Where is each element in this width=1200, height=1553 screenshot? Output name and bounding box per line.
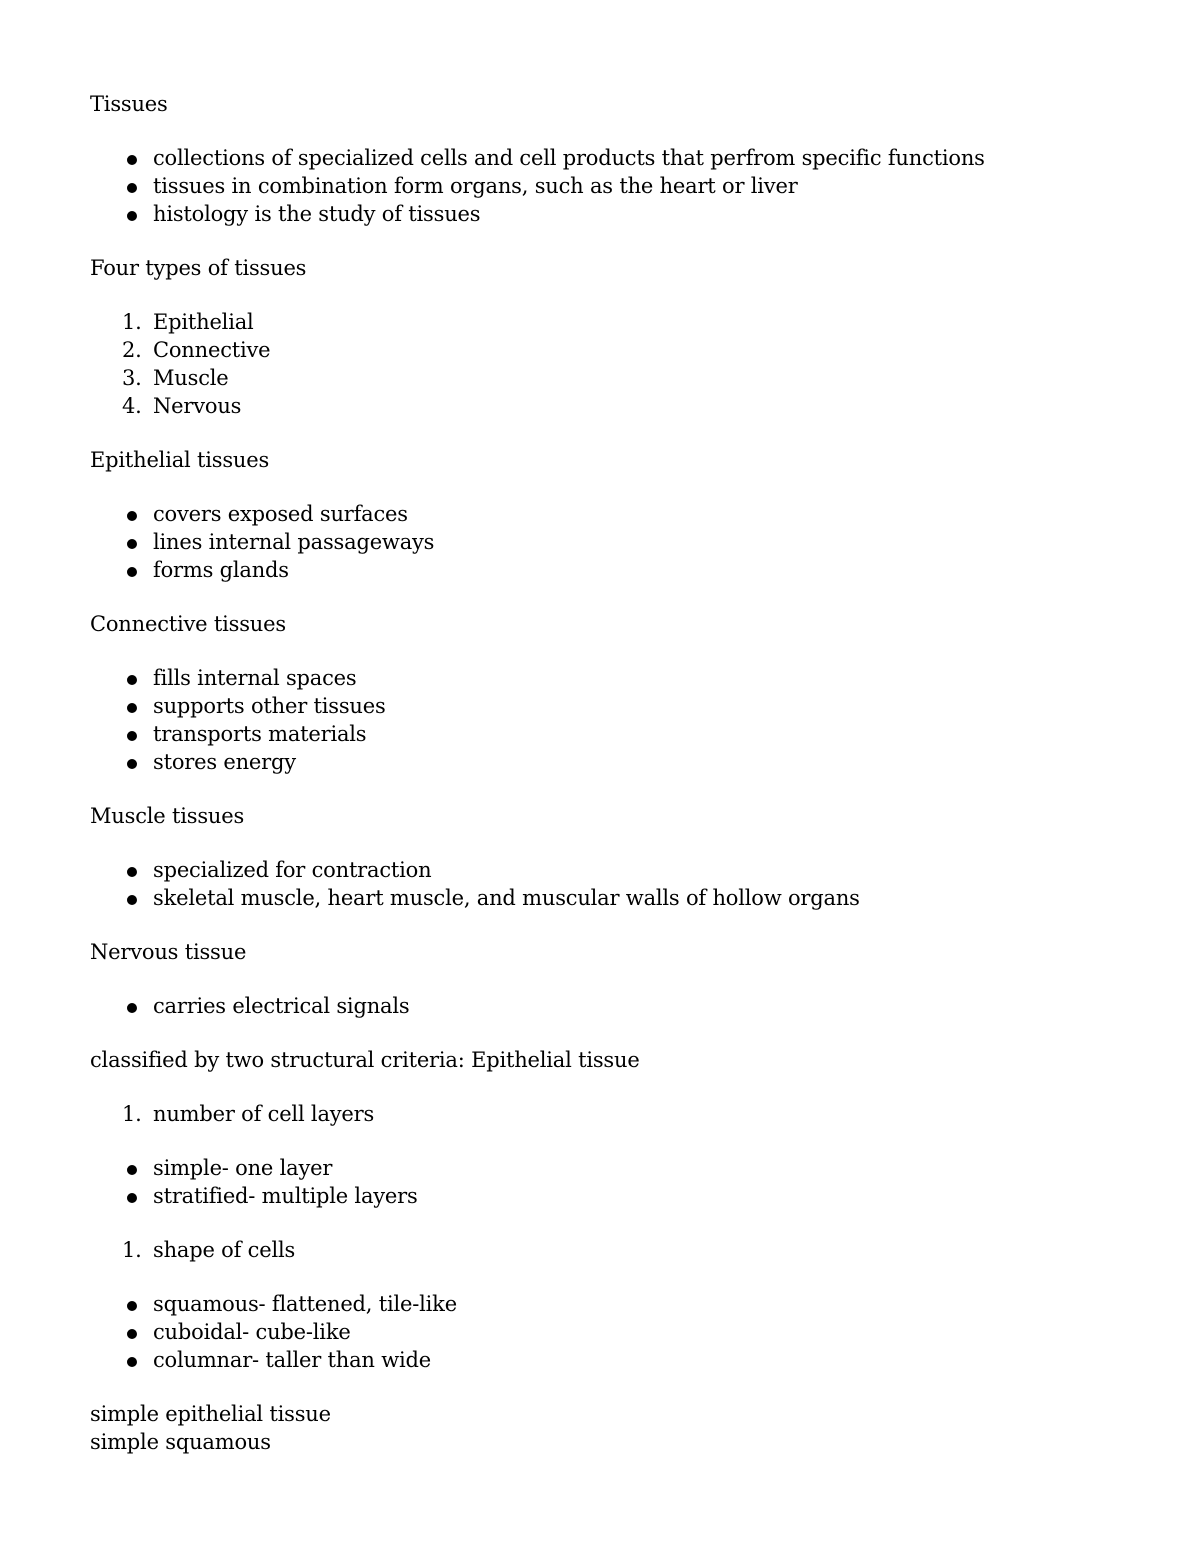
bullet-icon bbox=[127, 155, 137, 165]
list-item: histology is the study of tissues bbox=[90, 200, 1110, 228]
numbered-list-criterion-2 bbox=[90, 1236, 1110, 1264]
bullet-icon bbox=[127, 183, 137, 193]
numbered-list-criterion-1 bbox=[90, 1100, 1110, 1128]
bullet-icon bbox=[127, 1301, 137, 1311]
list-item: collections of specialized cells and cell products that perfrom specific functions bbox=[90, 144, 1110, 172]
bullet-icon bbox=[127, 211, 137, 221]
bullet-list-nervous bbox=[90, 992, 1110, 1020]
section-heading-tissues: Tissues bbox=[90, 92, 168, 116]
list-item: 1. shape of cells bbox=[122, 1238, 296, 1262]
list-item: stratified- multiple layers bbox=[90, 1182, 1110, 1210]
list-item: 3. Muscle bbox=[122, 366, 229, 390]
bullet-icon bbox=[127, 567, 137, 577]
list-item: squamous- flattened, tile-like bbox=[90, 1290, 1110, 1318]
bullet-icon bbox=[127, 867, 137, 877]
bullet-list-muscle bbox=[90, 856, 1110, 912]
bullet-icon bbox=[127, 1165, 137, 1175]
bullet-icon bbox=[127, 759, 137, 769]
bullet-list-epithelial bbox=[90, 500, 1110, 584]
list-item: transports materials bbox=[90, 720, 1110, 748]
footer-line-simple-squamous: simple squamous bbox=[90, 1430, 271, 1454]
bullet-icon bbox=[127, 895, 137, 905]
section-heading-connective: Connective tissues bbox=[90, 612, 286, 636]
section-heading-classified: classified by two structural criteria: Epithelial tissue bbox=[90, 1048, 640, 1072]
list-item: carries electrical signals bbox=[90, 992, 1110, 1020]
section-heading-nervous: Nervous tissue bbox=[90, 940, 247, 964]
list-item: 4. Nervous bbox=[122, 394, 242, 418]
footer-line-simple-epithelial: simple epithelial tissue bbox=[90, 1402, 331, 1426]
bullet-list-tissues bbox=[90, 144, 1110, 228]
list-item: 1. number of cell layers bbox=[122, 1102, 375, 1126]
bullet-icon bbox=[127, 703, 137, 713]
bullet-icon bbox=[127, 675, 137, 685]
bullet-list-shapes bbox=[90, 1290, 1110, 1374]
bullet-icon bbox=[127, 1193, 137, 1203]
section-heading-four-types: Four types of tissues bbox=[90, 256, 307, 280]
list-item: fills internal spaces bbox=[90, 664, 1110, 692]
list-item: specialized for contraction bbox=[90, 856, 1110, 884]
list-item: covers exposed surfaces bbox=[90, 500, 1110, 528]
list-item: simple- one layer bbox=[90, 1154, 1110, 1182]
list-item: 2. Connective bbox=[122, 338, 271, 362]
list-item: stores energy bbox=[90, 748, 1110, 776]
list-item: supports other tissues bbox=[90, 692, 1110, 720]
list-item: columnar- taller than wide bbox=[90, 1346, 1110, 1374]
bullet-list-layers bbox=[90, 1154, 1110, 1210]
bullet-icon bbox=[127, 1003, 137, 1013]
bullet-icon bbox=[127, 1329, 137, 1339]
list-item: forms glands bbox=[90, 556, 1110, 584]
list-item: skeletal muscle, heart muscle, and muscular walls of hollow organs bbox=[90, 884, 1110, 912]
list-item: cuboidal- cube-like bbox=[90, 1318, 1110, 1346]
section-heading-epithelial: Epithelial tissues bbox=[90, 448, 270, 472]
section-heading-muscle: Muscle tissues bbox=[90, 804, 245, 828]
list-item: 1. Epithelial bbox=[122, 310, 254, 334]
numbered-list-four-types bbox=[90, 308, 1110, 420]
bullet-icon bbox=[127, 511, 137, 521]
bullet-icon bbox=[127, 1357, 137, 1367]
list-item: tissues in combination form organs, such as the heart or liver bbox=[90, 172, 1110, 200]
document-page bbox=[90, 90, 1110, 1456]
list-item: lines internal passageways bbox=[90, 528, 1110, 556]
bullet-icon bbox=[127, 539, 137, 549]
bullet-list-connective bbox=[90, 664, 1110, 776]
bullet-icon bbox=[127, 731, 137, 741]
